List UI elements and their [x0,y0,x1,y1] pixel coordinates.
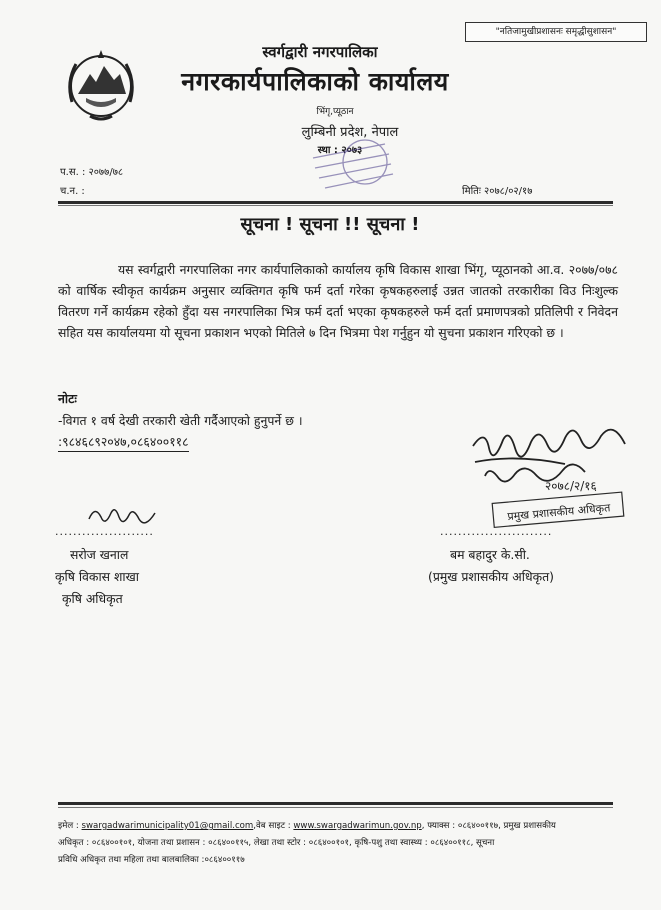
reference-number: प.स. : २०७७/७८ [60,167,124,178]
email-link[interactable]: swargadwarimunicipality01@gmail.com [81,821,254,831]
website-link[interactable]: www.swargadwarimun.gov.np [293,821,422,831]
header-divider-thin [58,205,613,206]
stamp-title: प्रमुख प्रशासकीय अधिकृत [506,501,611,524]
office-name: नगरकार्यपालिकाको कार्यालय [181,67,449,96]
motto-text: "नतिजामुखीप्रशासनः समृद्धीसुशासन" [495,27,617,37]
email-label: इमेल : [58,821,79,831]
left-signatory-department: कृषि विकास शाखा [55,569,139,584]
note-text: -विगत १ वर्ष देखी तरकारी खेती गर्दैआएको हुनुपर्ने छ । [58,413,303,428]
chief-officer-signature-icon [455,418,635,528]
notice-body: यस स्वर्गद्वारी नगरपालिका नगर कार्यपालिकाको कार्यालय कृषि विकास शाखा भिंगृ, प्यूठानको आ.व. २०७७/०७८ को वार्षिक स्वीकृत कार्यक्रम अनुसार व्यक्तिगत कृषि फर्म दर्ता गरेका कृषकहरुलाई उन्नत जातको तरकारीका विउ निःशुल्क वितरण गर्ने कार्यक्रम रहेको हुँदा यस नगरपालिका भित्र फर्म दर्ता भएका कृषकहरुले फर्म दर्ता प्रमाणपत्रको प्रतिलिपी र निवेदन सहित यस कार्यालयमा यो सूचना प्रकाशन भएको मितिले ७ दिन भित्रमा पेश गर्नुहुन यो सुचना प्रकाशन गरिएको छ । [58,262,618,340]
contact-phones: :९८४६८९२०४७,०८६४००११८ [58,433,189,452]
office-established: स्था : २०७३ [317,145,363,156]
footer-line-3: प्रविधि अधिकृत तथा महिला तथा बालबालिका :०८६४००११७ [58,855,245,865]
footer-divider-thin [58,807,613,808]
footer-line-2: अधिकृत : ०८६४००१०१, योजना तथा प्रशासन : ०८६४००११५, लेखा तथा स्टोर : ०८६४००१०१, कृषि-पशु तथा स्वास्थ्य : ०८६४००११८, सूचना [58,838,495,848]
note-label: नोटः [58,391,77,406]
right-signatory-title: (प्रमुख प्रशासकीय अधिकृत) [428,569,554,584]
web-label: ,वेब साइट : [253,821,291,831]
nepal-emblem-icon [60,42,142,124]
municipality-name: स्वर्गद्वारी नगरपालिका [262,43,378,61]
signature-date: २०७८/२/१६ [545,479,597,493]
office-province: लुम्बिनी प्रदेश, नेपाल [301,125,399,140]
footer-divider [58,802,613,805]
notice-date: मितिः २०७८/०२/१७ [462,186,533,197]
motto-box [465,22,647,42]
header-divider [58,201,613,204]
left-signatory-name: सरोज खनाल [70,547,129,562]
dispatch-number: च.न. : [60,186,85,197]
left-signature-line: ...................... [55,525,154,538]
right-signature-line: ......................... [440,525,553,538]
right-signatory-name: बम बहादुर के.सी. [450,547,530,562]
office-place: भिंगृ,प्यूठान [316,107,354,117]
office-stamp-icon [305,138,400,194]
notice-title: सूचना ! सूचना !! सूचना ! [240,214,420,235]
left-signatory-title: कृषि अधिकृत [62,591,123,606]
footer-contacts [58,818,618,869]
footer-line-1-rest: , फ्याक्स : ०८६४००११७, प्रमुख प्रशासकीय [421,821,556,831]
footer-line-1 [58,818,618,835]
